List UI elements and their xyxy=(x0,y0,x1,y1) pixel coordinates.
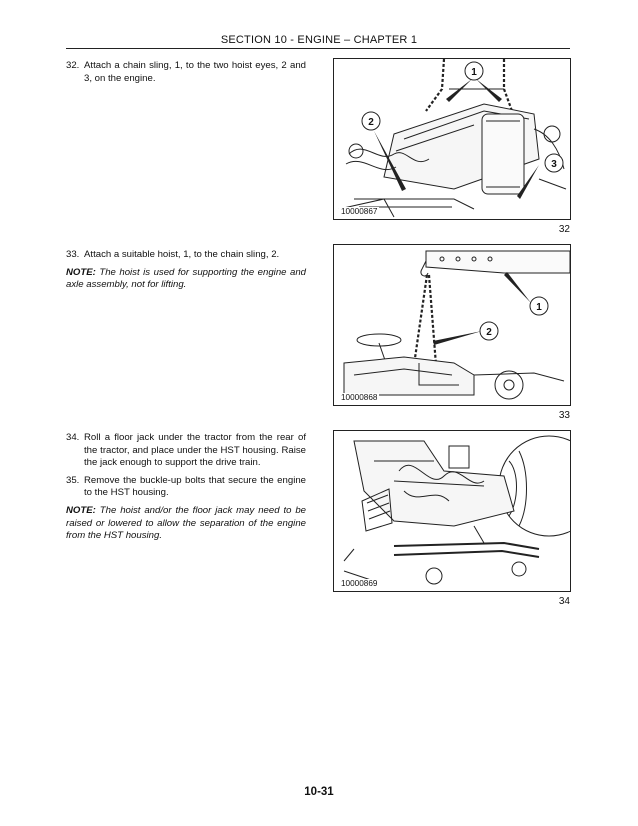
step-32 xyxy=(66,60,306,85)
step-text: Roll a floor jack under the tractor from the rear of the tractor, and place under the HST housing. Raise the jack enough to support the drive train. xyxy=(84,432,306,469)
step-34-35-block xyxy=(66,432,306,543)
note-35 xyxy=(66,505,306,543)
figure-32-number: 32 xyxy=(558,224,570,235)
note-text: The hoist is used for supporting the engine and axle assembly, not for lifting. xyxy=(66,266,306,291)
note-text: The hoist and/or the floor jack may need to be raised or lowered to allow the separation of the engine from the HST housing. xyxy=(66,504,307,542)
callout-1: 1 xyxy=(471,67,477,78)
step-35 xyxy=(66,475,306,500)
figure-34-number: 34 xyxy=(558,596,570,607)
callout-3: 3 xyxy=(551,159,557,170)
header-rule xyxy=(66,48,570,49)
figure-32-illustration xyxy=(333,58,571,220)
step-text: Attach a chain sling, 1, to the two hoist eyes, 2 and 3, on the engine. xyxy=(84,60,306,84)
step-33 xyxy=(66,249,306,262)
step-text: Remove the buckle-up bolts that secure the engine to the HST housing. xyxy=(84,474,306,499)
figure-image-id: 10000868 xyxy=(341,393,378,402)
step-number: 33. xyxy=(66,249,80,260)
callout-1: 1 xyxy=(536,302,542,313)
note-33 xyxy=(66,267,306,292)
page-number: 10-31 xyxy=(304,786,334,798)
step-text: Attach a suitable hoist, 1, to the chain sling, 2. xyxy=(84,249,280,260)
note-label: NOTE: xyxy=(66,266,96,278)
step-33-block xyxy=(66,249,306,292)
engine-chain-sling-drawing xyxy=(334,59,570,219)
step-34 xyxy=(66,432,306,470)
callout-2: 2 xyxy=(368,117,374,128)
figure-33-illustration xyxy=(333,244,571,406)
figure-image-id: 10000867 xyxy=(341,207,378,216)
hoist-attached-drawing xyxy=(334,245,570,405)
figure-34-illustration xyxy=(333,430,571,592)
figure-image-id: 10000869 xyxy=(341,579,378,588)
floor-jack-drawing xyxy=(334,431,570,591)
step-number: 32. xyxy=(66,60,80,71)
callout-2: 2 xyxy=(486,327,492,338)
figure-33-number: 33 xyxy=(558,410,570,421)
step-number: 34. xyxy=(66,432,80,443)
note-label: NOTE: xyxy=(66,504,96,516)
step-number: 35. xyxy=(66,474,80,486)
section-header: SECTION 10 - ENGINE – CHAPTER 1 xyxy=(220,34,418,46)
step-32-block xyxy=(66,60,306,90)
